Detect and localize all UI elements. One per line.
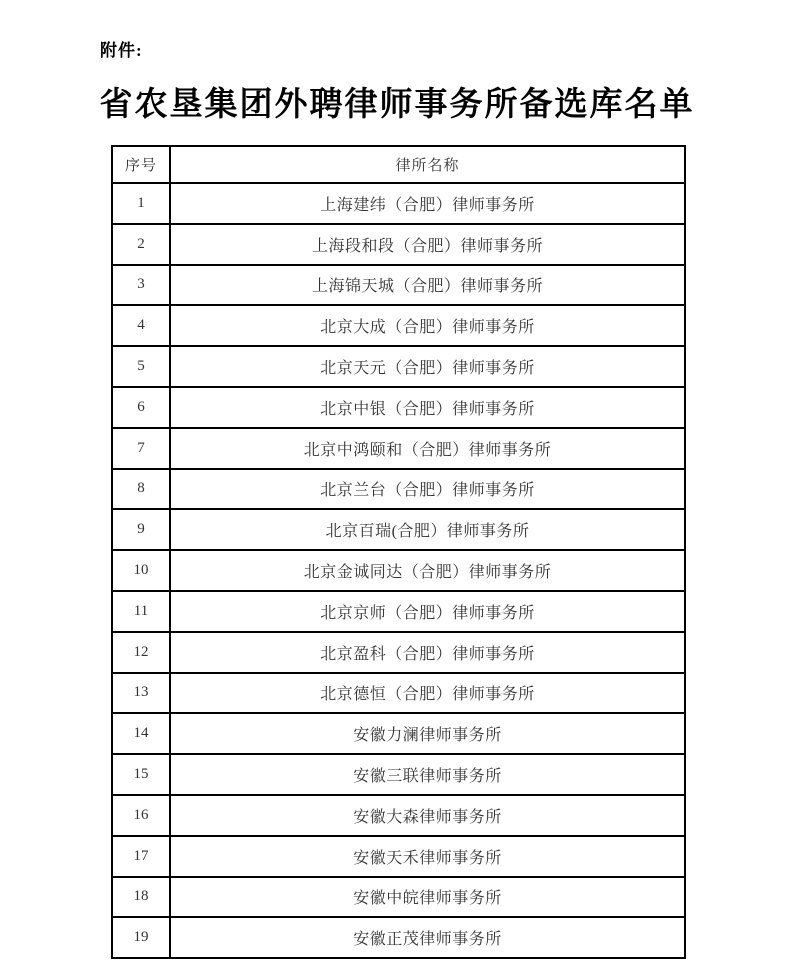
row-serial-number: 13 xyxy=(112,673,170,714)
table-row xyxy=(112,795,685,836)
row-serial-number: 19 xyxy=(112,917,170,958)
row-serial-number: 6 xyxy=(112,387,170,428)
table-row xyxy=(112,591,685,632)
row-serial-number: 11 xyxy=(112,591,170,632)
table-row xyxy=(112,877,685,918)
table-header-row xyxy=(112,146,685,183)
table-row xyxy=(112,265,685,306)
table-row xyxy=(112,224,685,265)
row-serial-number: 1 xyxy=(112,183,170,224)
attachment-label: 附件: xyxy=(100,41,143,60)
table-row xyxy=(112,183,685,224)
firm-name: 北京盈科（合肥）律师事务所 xyxy=(170,632,685,673)
firm-name: 上海锦天城（合肥）律师事务所 xyxy=(170,265,685,306)
row-serial-number: 15 xyxy=(112,754,170,795)
row-serial-number: 18 xyxy=(112,877,170,918)
table-row xyxy=(112,469,685,510)
firm-name: 安徽中皖律师事务所 xyxy=(170,877,685,918)
table-row xyxy=(112,836,685,877)
table-row xyxy=(112,387,685,428)
firm-name: 安徽三联律师事务所 xyxy=(170,754,685,795)
table-row xyxy=(112,632,685,673)
firm-name: 北京兰台（合肥）律师事务所 xyxy=(170,469,685,510)
row-serial-number: 16 xyxy=(112,795,170,836)
firm-name: 安徽正茂律师事务所 xyxy=(170,917,685,958)
table-row xyxy=(112,509,685,550)
table-row xyxy=(112,673,685,714)
column-header-serial: 序号 xyxy=(112,146,170,183)
table-row xyxy=(112,917,685,958)
table-body xyxy=(112,183,685,958)
row-serial-number: 14 xyxy=(112,713,170,754)
firm-name: 安徽大森律师事务所 xyxy=(170,795,685,836)
firm-name: 安徽天禾律师事务所 xyxy=(170,836,685,877)
row-serial-number: 7 xyxy=(112,428,170,469)
row-serial-number: 17 xyxy=(112,836,170,877)
table-row xyxy=(112,754,685,795)
column-header-firm-name: 律所名称 xyxy=(170,146,685,183)
row-serial-number: 8 xyxy=(112,469,170,510)
table-row xyxy=(112,550,685,591)
firm-name: 北京中鸿颐和（合肥）律师事务所 xyxy=(170,428,685,469)
law-firms-table xyxy=(111,145,686,959)
row-serial-number: 4 xyxy=(112,305,170,346)
page-title: 省农垦集团外聘律师事务所备选库名单 xyxy=(99,87,695,123)
table-row xyxy=(112,305,685,346)
table-row xyxy=(112,346,685,387)
firm-name: 北京中银（合肥）律师事务所 xyxy=(170,387,685,428)
row-serial-number: 2 xyxy=(112,224,170,265)
firm-name: 北京大成（合肥）律师事务所 xyxy=(170,305,685,346)
firm-name: 北京百瑞(合肥）律师事务所 xyxy=(170,509,685,550)
table-row xyxy=(112,713,685,754)
row-serial-number: 3 xyxy=(112,265,170,306)
firm-name: 安徽力澜律师事务所 xyxy=(170,713,685,754)
firm-name: 北京天元（合肥）律师事务所 xyxy=(170,346,685,387)
row-serial-number: 12 xyxy=(112,632,170,673)
row-serial-number: 5 xyxy=(112,346,170,387)
firm-name: 北京德恒（合肥）律师事务所 xyxy=(170,673,685,714)
table-row xyxy=(112,428,685,469)
firm-name: 北京京师（合肥）律师事务所 xyxy=(170,591,685,632)
row-serial-number: 10 xyxy=(112,550,170,591)
firm-name: 上海段和段（合肥）律师事务所 xyxy=(170,224,685,265)
row-serial-number: 9 xyxy=(112,509,170,550)
firm-name: 北京金诚同达（合肥）律师事务所 xyxy=(170,550,685,591)
firm-name: 上海建纬（合肥）律师事务所 xyxy=(170,183,685,224)
